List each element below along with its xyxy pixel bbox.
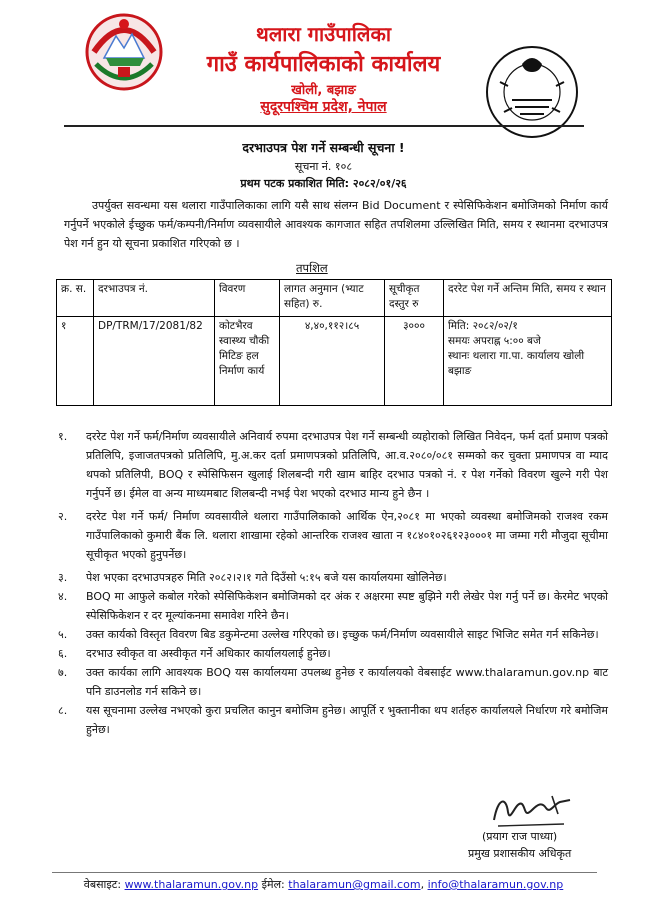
term-number: १. — [58, 430, 68, 443]
term-number: ८. — [58, 704, 68, 717]
list-item — [58, 427, 608, 503]
cell-description: कोटभैरव स्वास्थ्य चौकी मिटिङ हल निर्माण कार्य — [215, 317, 280, 406]
signature-image — [488, 790, 576, 832]
term-text: दररेट पेश गर्ने फर्म/ निर्माण व्यवसायीले थलारा गाउँपालिकाको आर्थिक ऐन,२०८१ मा भएको व्यवस्था बमोजिमको राजश्व रकम गाउँपालिकाको कुमारी बैंक लि. थलारा शाखामा रहेको आन्तरिक राजश्व खाता न १८४०१०२६१२३०००१ मा जम्मा गरी मौजुदा सूचीमा सूचीकृत भएको हुनुपर्नेछ। — [86, 510, 608, 561]
office-name: गाउँ कार्यपालिकाको कार्यालय — [206, 52, 441, 77]
list-item — [58, 568, 608, 587]
term-text: यस सूचनामा उल्लेख नभएको कुरा प्रचलित कानुन बमोजिम हुनेछ। आपूर्ति र भुक्तानीका थप शर्तहरु कार्यालयले निर्धारण गरे बमोजिम हुनेछ। — [86, 704, 608, 736]
col-header-estimate: लागत अनुमान (भ्याट सहित) रु. — [280, 280, 385, 317]
municipality-name: थलारा गाउँपालिका — [255, 22, 392, 46]
term-text: दरभाउ स्वीकृत वा अस्वीकृत गर्ने अधिकार कार्यालयलाई हुनेछ। — [86, 647, 331, 660]
list-item — [58, 701, 608, 739]
table-caption: तपशिल — [296, 261, 328, 275]
term-number: ६. — [58, 647, 68, 660]
office-address: खोली, बझाङ — [291, 83, 356, 98]
terms-list — [58, 427, 608, 743]
province-name: सुदूरपश्चिम प्रदेश, नेपाल — [260, 99, 387, 115]
list-item — [58, 587, 608, 625]
term-number: ५. — [58, 628, 68, 641]
cell-deadline — [444, 317, 612, 406]
notice-number: सूचना नं. १०८ — [294, 160, 353, 173]
notice-title: दरभाउपत्र पेश गर्ने सम्बन्धी सूचना ! — [242, 140, 405, 155]
term-text: उक्त कार्यका लागि आवश्यक BOQ यस कार्यालयमा उपलब्ध हुनेछ र कार्यालयको वेबसाईट www.thalaramun.gov.np बाट पनि डाउनलोड गर्न सकिने छ। — [86, 666, 608, 698]
table-row — [57, 317, 612, 406]
cell-sn: १ — [57, 317, 94, 406]
col-header-deadline: दररेट पेश गर्ने अन्तिम मिति, समय र स्थान — [444, 280, 612, 317]
cell-fee: ३००० — [385, 317, 444, 406]
cell-bid-no: DP/TRM/17/2081/82 — [94, 317, 215, 406]
signatory-title: प्रमुख प्रशासकीय अधिकृत — [468, 847, 572, 860]
term-number: २. — [58, 510, 68, 523]
bid-details-table — [56, 279, 612, 406]
list-item — [58, 625, 608, 644]
email-label: ईमेल: — [261, 878, 285, 891]
term-text: उक्त कार्यको विस्तृत विवरण बिड डकुमेन्टमा उल्लेख गरिएको छ। इच्छुक फर्म/निर्माण व्यवसायीले साइट भिजिट समेत गर्न सकिनेछ। — [86, 628, 599, 641]
term-text: दररेट पेश गर्ने फर्म/निर्माण व्यवसायीले अनिवार्य रुपमा दरभाउपत्र पेश गर्ने सम्बन्धी व्यहोराको लिखित निवेदन, फर्म दर्ता प्रमाण पत्रको प्रतिलिपि, इजाजतपत्रको प्रतिलिपि, मु.अ.कर दर्ता प्रमाणपत्रको प्रतिलिपि, आ.व.२०८०/०८१ सम्मको कर चुक्ता प्रमाणपत्र वा म्याद थपको प्रतिलिपी, BOQ र स्पेसिफिसन खुलाई शिलबन्दी गरी खाम बाहिर दरभाउ पत्रको नं. र पेश गर्नेको विवरण खुल्ने गरी पेश गर्नुपर्ने छ। ईमेल वा अन्य माध्यमबाट शिलबन्दी नभई पेश भएको दरभाउ मान्य हुने छैन । — [86, 430, 608, 500]
office-seal-icon — [482, 42, 582, 142]
intro-paragraph: उपर्युक्त सवन्धमा यस थलारा गाउँपालिकाका लागि यसै साथ संलग्न Bid Document र स्पेसिफिकेशन बमोजिमको निर्माण कार्य गर्नुपर्ने भएकोले ईच्छुक फर्म/कम्पनी/निर्माण व्यवसायीले आवश्यक कागजात सहित तपशिलमा उल्लिखित मिति, समय र स्थानमा दरभाउपत्र पेश गर्न हुन यो सूचना प्रकाशित गरिएको छ । — [64, 199, 608, 250]
published-date: प्रथम पटक प्रकाशित मिति: २०८२/०१/२६ — [240, 177, 407, 190]
website-link[interactable]: www.thalaramun.gov.np — [124, 878, 259, 891]
deadline-time: समयः अपराह्न ५:०० बजे — [448, 335, 541, 347]
col-header-description: विवरण — [215, 280, 280, 317]
email-link-info[interactable]: info@thalaramun.gov.np — [427, 878, 564, 891]
footer-contact: वेबसाइट: www.thalaramun.gov.np ईमेल: thalaramun@gmail.com, info@thalaramun.gov.np — [83, 878, 564, 891]
col-header-fee: सूचीकृत दस्तुर रु — [385, 280, 444, 317]
col-header-sn: क्र. स. — [57, 280, 94, 317]
footer-divider — [52, 872, 597, 873]
deadline-date: मिति: २०८२/०२/१ — [448, 320, 518, 332]
term-text: पेश भएका दरभाउपत्रहरु मिति २०८२।२।१ गते दिउँसो ५:१५ बजे यस कार्यालयमा खोलिनेछ। — [86, 571, 447, 584]
list-item — [58, 644, 608, 663]
header-divider — [64, 125, 584, 127]
signatory-name: (प्रयाग राज पाध्या) — [482, 830, 558, 843]
col-header-bid-no: दरभाउपत्र नं. — [94, 280, 215, 317]
term-text: BOQ मा आफुले कबोल गरेको स्पेसिफिकेशन बमोजिमको दर अंक र अक्षरमा स्पष्ट बुझिने गरी लेखेर पेश गर्नु पर्ने छ। केरमेट भएको स्पेसिफिकेशन र दर मूल्यांकनमा समावेश गरिने छैन। — [86, 590, 608, 622]
table-header-row — [57, 280, 612, 317]
term-number: ३. — [58, 571, 68, 584]
email-link-gmail[interactable]: thalaramun@gmail.com — [288, 878, 421, 891]
term-number: ७. — [58, 666, 68, 679]
deadline-place: स्थानः थलारा गा.पा. कार्यालय खोली बझाङ — [448, 350, 585, 377]
list-item — [58, 507, 608, 564]
list-item — [58, 663, 608, 701]
cell-estimate: ४,४०,११२।८५ — [280, 317, 385, 406]
website-label: वेबसाइट: — [83, 878, 122, 891]
term-number: ४. — [58, 590, 68, 603]
